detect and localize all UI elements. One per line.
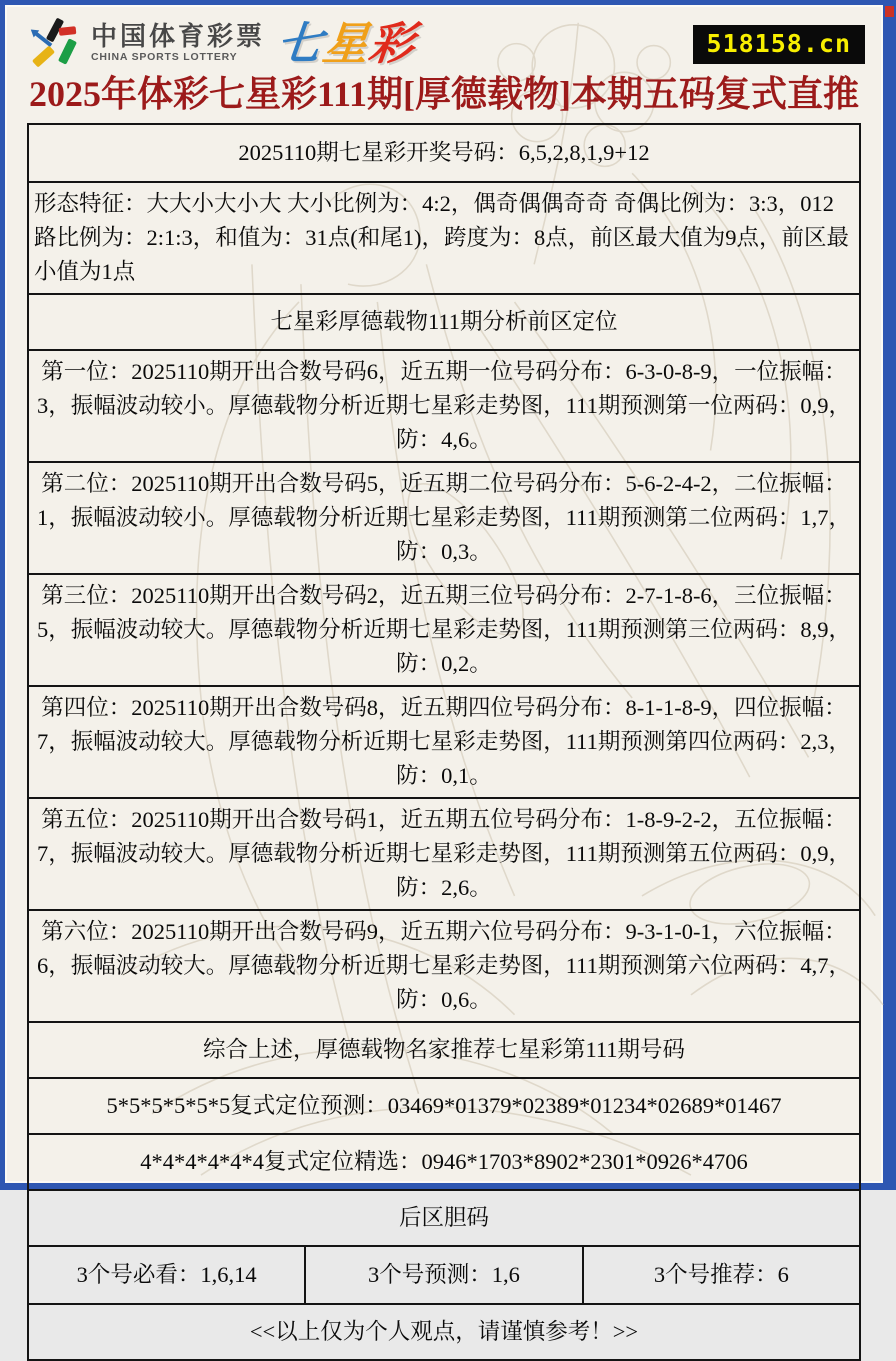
row-position-2: 第二位：2025110期开出合数号码5，近五期二位号码分布：5-6-2-4-2，二位振幅：1，振幅波动较小。厚德载物分析近期七星彩走势图，111期预测第二位两码：1,7，防：0,3。: [29, 461, 859, 573]
row-pattern-features: 形态特征：大大小大小大 大小比例为：4:2，偶奇偶偶奇奇 奇偶比例为：3:3，012路比例为：2:1:3，和值为：31点(和尾1)，跨度为：8点，前区最大值为9点，前区最小值为1点: [29, 181, 859, 293]
header: [5, 5, 883, 71]
china-sports-lottery-logo: [27, 17, 418, 69]
wordmark-char-3: 彩: [366, 17, 418, 69]
row-summary: 综合上述，厚德载物名家推荐七星彩第111期号码: [29, 1021, 859, 1077]
logo-text: [91, 20, 266, 64]
wordmark-char-2: 星: [320, 17, 372, 69]
row-front-area-header: 七星彩厚德载物111期分析前区定位: [29, 293, 859, 349]
qixingcai-wordmark: [274, 17, 418, 69]
sports-lottery-figure-icon: [27, 17, 81, 69]
wordmark-char-1: 七: [274, 17, 326, 69]
row-draw-result: 2025110期七星彩开奖号码：6,5,2,8,1,9+12: [238, 140, 650, 166]
logo-name-cn: 中国体育彩票: [91, 20, 266, 51]
row-position-4: 第四位：2025110期开出合数号码8，近五期四位号码分布：8-1-1-8-9，四位振幅：7，振幅波动较大。厚德载物分析近期七星彩走势图，111期预测第四位两码：2,3，防：0,1。: [29, 685, 859, 797]
row-position-5: 第五位：2025110期开出合数号码1，近五期五位号码分布：1-8-9-2-2，五位振幅：7，振幅波动较大。厚德载物分析近期七星彩走势图，111期预测第五位两码：0,9，防：2,6。: [29, 797, 859, 909]
logo-name-en: CHINA SPORTS LOTTERY: [91, 51, 238, 64]
cell-prediction: 3个号预测：1,6: [304, 1247, 581, 1303]
row-disclaimer: <<以上仅为个人观点，请谨慎参考！>>: [29, 1303, 859, 1359]
analysis-table: [27, 123, 861, 1361]
site-badge: 518158.cn: [693, 25, 865, 64]
row-position-3: 第三位：2025110期开出合数号码2，近五期三位号码分布：2-7-1-8-6，三位振幅：5，振幅波动较大。厚德载物分析近期七星彩走势图，111期预测第三位两码：8,9，防：0,2。: [29, 573, 859, 685]
page-title: 2025年体彩七星彩111期[厚德载物]本期五码复式直推: [28, 74, 859, 114]
row-complex-4x6: 4*4*4*4*4*4复式定位精选：0946*1703*8902*2301*0926*4706: [29, 1133, 859, 1189]
row-position-6: 第六位：2025110期开出合数号码9，近五期六位号码分布：9-3-1-0-1，六位振幅：6，振幅波动较大。厚德载物分析近期七星彩走势图，111期预测第六位两码：4,7，防：0,6。: [29, 909, 859, 1021]
row-back-area-header: 后区胆码: [29, 1189, 859, 1245]
cell-recommend: 3个号推荐：6: [582, 1247, 859, 1303]
frame-corner-mark: [885, 6, 894, 17]
row-complex-5x6: 5*5*5*5*5*5复式定位预测：03469*01379*02389*01234*02689*01467: [29, 1077, 859, 1133]
cell-must-see: 3个号必看：1,6,14: [76, 1262, 257, 1288]
row-back-area-numbers: [29, 1245, 859, 1303]
row-position-1: 第一位：2025110期开出合数号码6，近五期一位号码分布：6-3-0-8-9，一位振幅：3，振幅波动较小。厚德载物分析近期七星彩走势图，111期预测第一位两码：0,9，防：4,6。: [29, 349, 859, 461]
